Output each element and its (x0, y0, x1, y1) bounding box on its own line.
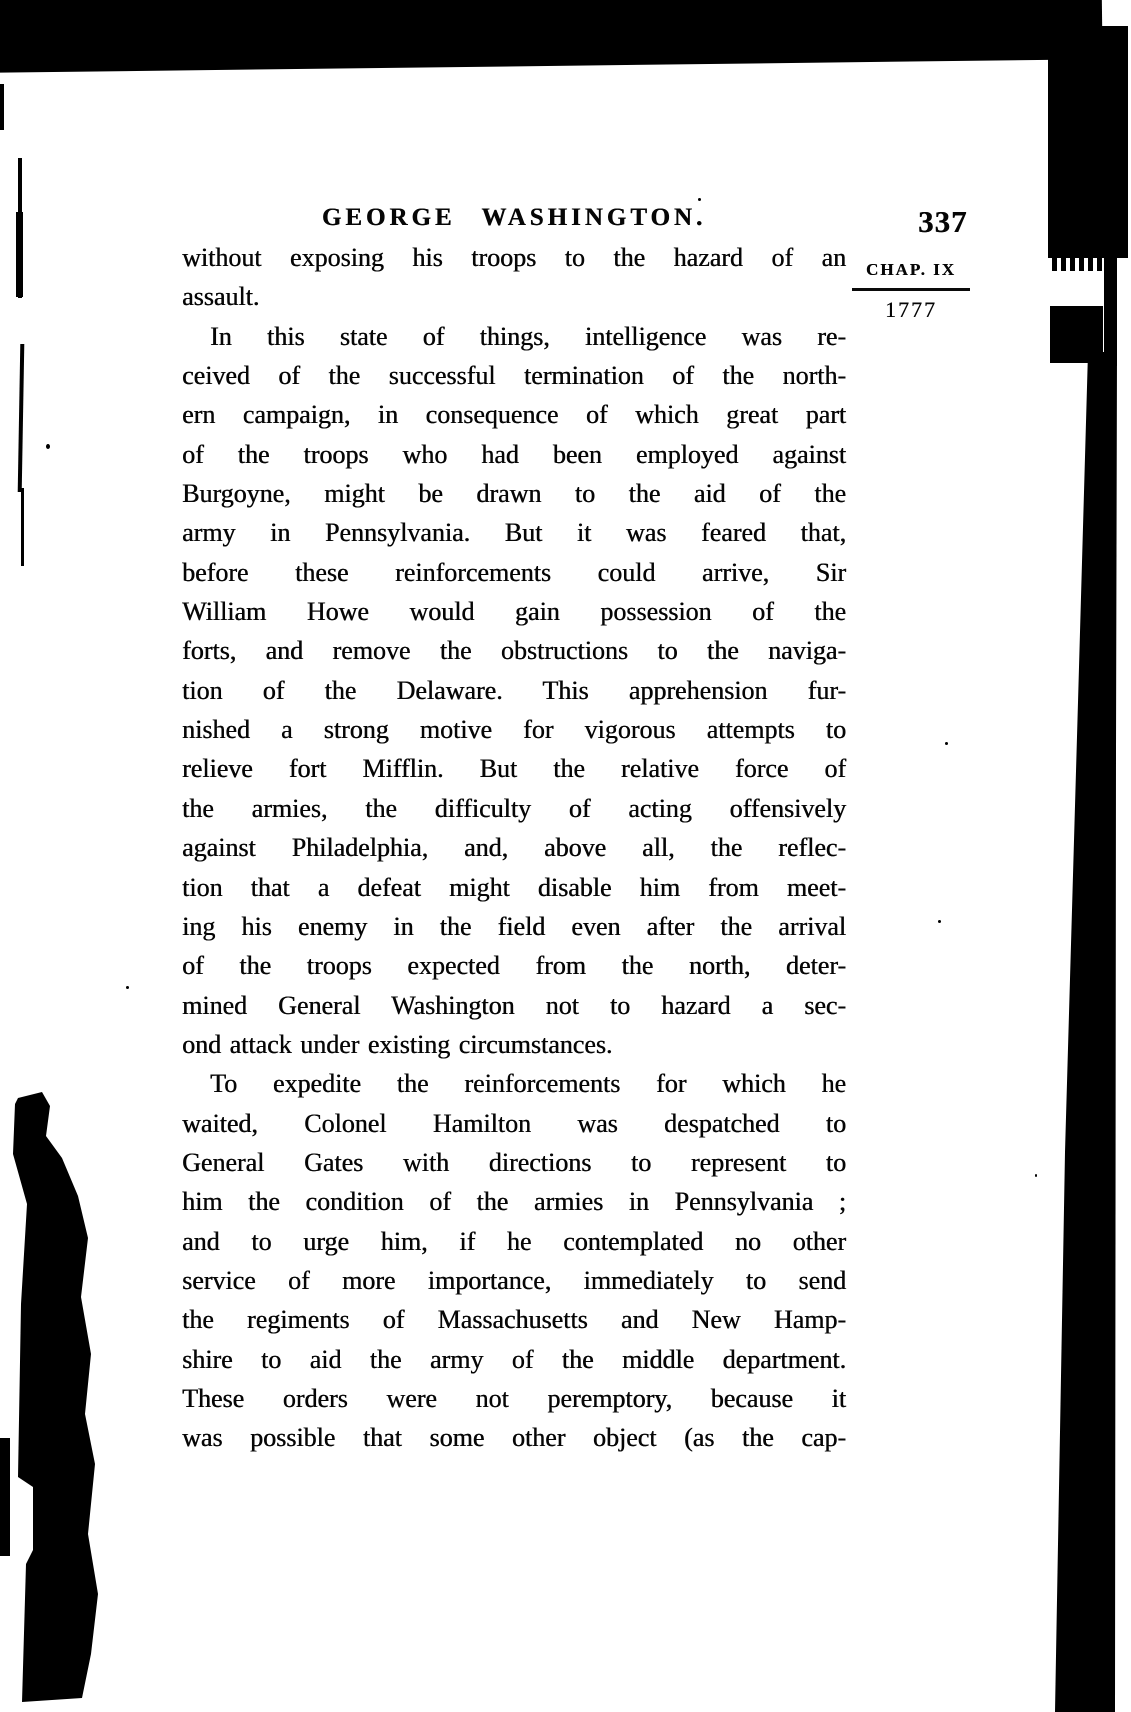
text-line: ond attack under existing circumstances. (182, 1029, 613, 1059)
text-line: waited, Colonel Hamilton was despatched to (182, 1108, 846, 1138)
scan-speck (126, 986, 129, 989)
body-text (182, 238, 846, 1458)
text-line: William Howe would gain possession of the (182, 597, 846, 627)
text-line: and to urge him, if he contemplated no other (182, 1226, 846, 1256)
scan-speck (945, 742, 948, 745)
chapter-note: CHAP. IX (866, 260, 956, 279)
text-line: nished a strong motive for vigorous attempts to (182, 715, 846, 745)
text-line: In this state of things, intelligence was re- (210, 321, 846, 351)
text-line: tion of the Delaware. This apprehension fur- (182, 675, 846, 705)
scan-artifact-right-sliver (1104, 254, 1117, 366)
scan-artifact-top-left-tail (0, 84, 4, 130)
year-note: 1777 (885, 297, 937, 322)
text-line: ing his enemy in the field even after the arrival (182, 911, 846, 941)
text-line: him the condition of the armies in Pennsylvania ; (182, 1187, 846, 1217)
text-line: the regiments of Massachusetts and New Hamp- (182, 1305, 846, 1335)
text-line: assault. (182, 282, 260, 312)
text-line: before these reinforcements could arrive, Sir (182, 557, 846, 587)
scan-artifact-top-band (0, 0, 1103, 73)
text-line: service of more importance, immediately to send (182, 1265, 846, 1295)
scan-speck (1035, 1174, 1037, 1177)
marginalia (852, 260, 970, 322)
text-line: mined General Washington not to hazard a sec- (182, 990, 846, 1020)
text-line: shire to aid the army of the middle department. (182, 1344, 846, 1374)
scan-artifact-left-line (18, 344, 25, 492)
page-number: 337 (918, 204, 968, 239)
text-line: the armies, the difficulty of acting offensively (182, 793, 846, 823)
scan-artifact-left-line (21, 488, 24, 566)
text-line: of the troops who had been employed against (182, 439, 846, 469)
running-header: GEORGE WASHINGTON. (321, 204, 707, 231)
scan-artifact-bottom-left-blob (6, 1092, 102, 1702)
text-line: These orders were not peremptory, because it (182, 1383, 846, 1413)
scan-artifact-left-line (16, 212, 23, 297)
text-line: ern campaign, in consequence of which great part (182, 400, 846, 430)
scan-artifact-bottom-left-sliver (0, 1438, 10, 1556)
text-line: To expedite the reinforcements for which he (210, 1069, 846, 1099)
scan-speck (698, 198, 701, 201)
text-line: forts, and remove the obstructions to the naviga- (182, 636, 846, 666)
margin-rule (852, 288, 970, 291)
scan-artifact-top-right-block (1048, 26, 1128, 258)
text-line: Burgoyne, might be drawn to the aid of the (182, 479, 846, 509)
text-line: ceived of the successful termination of the north- (182, 361, 846, 391)
text-line: tion that a defeat might disable him from meet- (182, 872, 846, 902)
text-line: army in Pennsylvania. But it was feared that, (182, 518, 846, 548)
text-line: relieve fort Mifflin. But the relative force of (182, 754, 846, 784)
text-line: without exposing his troops to the hazard of an (182, 243, 846, 272)
text-line: was possible that some other object (as the cap- (182, 1423, 846, 1453)
text-line: against Philadelphia, and, above all, the reflec- (182, 833, 846, 863)
scan-speck (46, 444, 50, 449)
scan-artifact-right-fuzz (1052, 256, 1106, 271)
text-line: of the troops expected from the north, deter- (182, 951, 846, 981)
text-line: General Gates with directions to represent to (182, 1147, 846, 1177)
scan-artifact-right-strip (1050, 352, 1122, 1712)
scan-speck (938, 920, 941, 923)
